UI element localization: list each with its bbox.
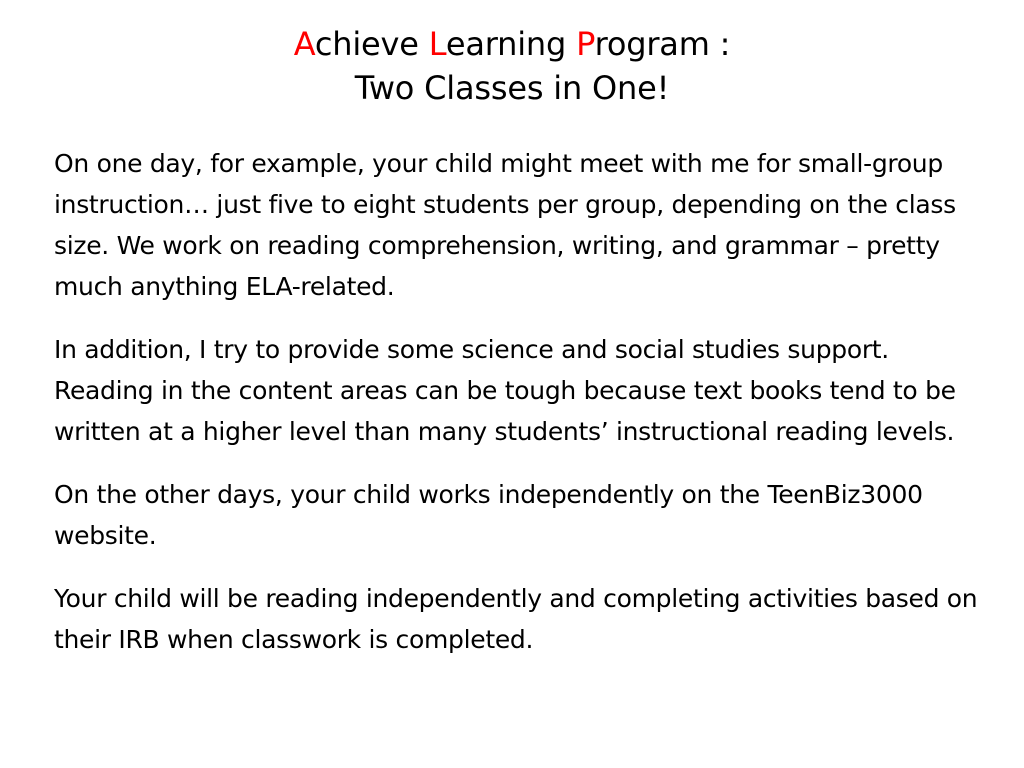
title-initial-l: L bbox=[428, 25, 446, 63]
paragraph-teenbiz: On the other days, your child works independently on the TeenBiz3000 website. bbox=[54, 480, 923, 550]
slide-body bbox=[54, 143, 984, 660]
slide-title bbox=[0, 22, 1024, 110]
title-line-1 bbox=[0, 22, 1024, 66]
title-word-learning-rest: earning bbox=[445, 25, 577, 63]
paragraph-small-group: On one day, for example, your child might meet with me for small-group instruction… just five to eight students per group, depending on the class size. We work on reading comprehension, writing, and grammar – pretty much anything ELA-related. bbox=[54, 149, 956, 301]
title-initial-a: A bbox=[293, 25, 315, 63]
title-word-achieve-rest: chieve bbox=[314, 25, 429, 63]
title-initial-p: P bbox=[576, 25, 595, 63]
title-line-2: Two Classes in One! bbox=[354, 69, 670, 107]
paragraph-irb: Your child will be reading independently and completing activities based on their IRB when classwork is completed. bbox=[54, 584, 978, 654]
title-word-program-rest: rogram : bbox=[594, 25, 731, 63]
paragraph-content-areas: In addition, I try to provide some science and social studies support. Reading in the content areas can be tough because text books tend to be written at a higher level than many students’ instructional reading levels. bbox=[54, 335, 956, 446]
